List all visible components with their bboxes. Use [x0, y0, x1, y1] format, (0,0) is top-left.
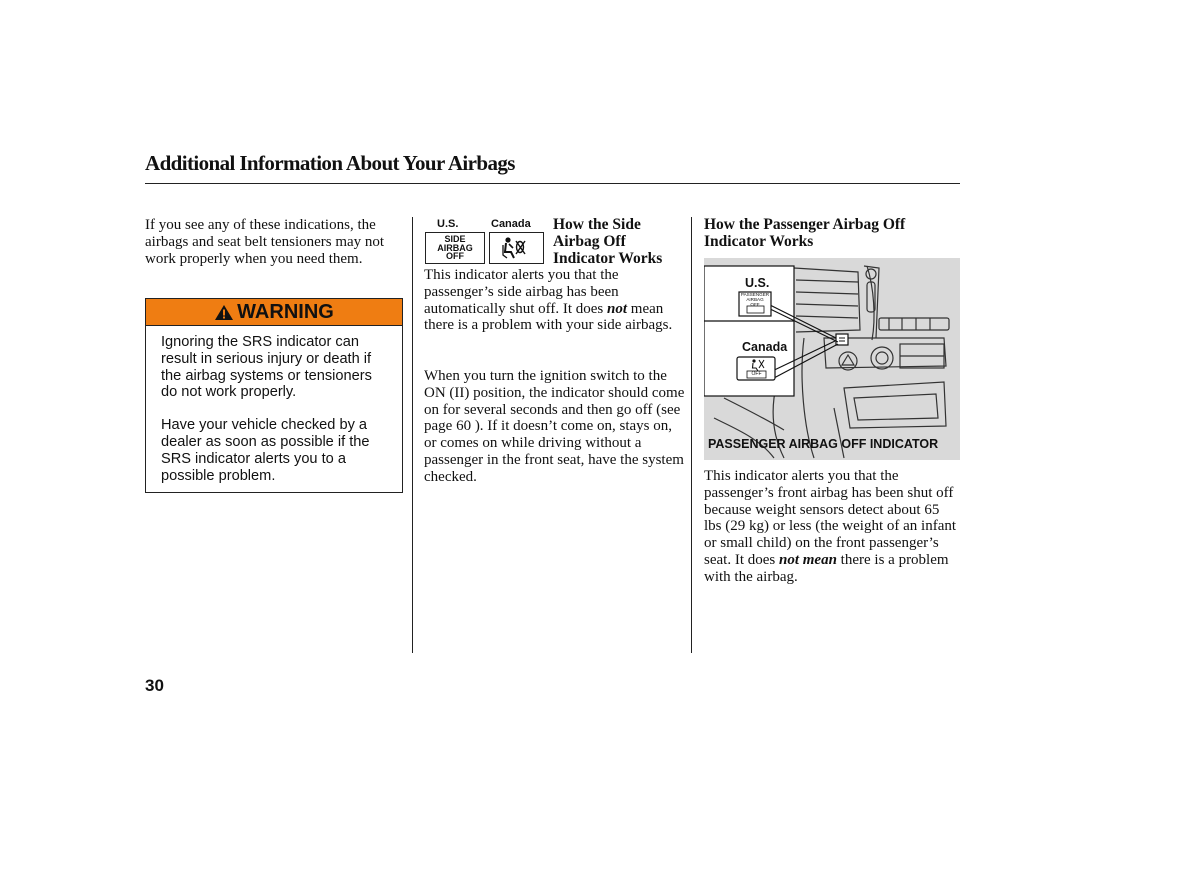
- passenger-para-text-a: This indicator alerts you that the passenger’s front airbag has been shut off because weight sensors detect about 65 lbs (29 kg) or less (the weight of an infant or small child) on the front passenger’s seat. It does: [704, 468, 957, 568]
- us-label: U.S.: [437, 218, 459, 230]
- figure-us-indicator-line-2: AIRBAG: [746, 296, 764, 302]
- seated-person-airbag-off-icon: [490, 233, 542, 262]
- figure-canada-label: Canada: [742, 340, 788, 354]
- page-number: 30: [145, 676, 164, 695]
- warning-label: WARNING: [237, 300, 334, 323]
- side-heading-line-1: How the Side: [553, 216, 641, 233]
- side-airbag-off-us-indicator: [425, 232, 485, 264]
- figure-us-indicator-text: [739, 293, 771, 308]
- side-indicator-line-2: AIRBAG: [437, 242, 473, 253]
- page-title: Additional Information About Your Airbags: [145, 151, 515, 175]
- dashboard-illustration: [704, 258, 960, 460]
- passenger-airbag-paragraph: [704, 468, 960, 586]
- side-para1-emphasis: not: [607, 300, 628, 317]
- side-airbag-paragraph-2: When you turn the ignition switch to the ON (II) position, the indicator should come on for several seconds and then go off (see page 60 ). If it doesn’t come on, stays on, or comes on while driving without a passenger in the front seat, have the system checked.: [424, 368, 685, 485]
- figure-canada-indicator-text: OFF: [751, 371, 762, 377]
- warning-header: [146, 299, 402, 326]
- figure-caption: PASSENGER AIRBAG OFF INDICATOR: [708, 437, 939, 451]
- side-airbag-off-canada-indicator: [489, 232, 544, 264]
- passenger-airbag-heading: How the Passenger Airbag Off Indicator Works: [704, 216, 906, 250]
- side-indicator-line-3: OFF: [446, 251, 464, 262]
- intro-paragraph: If you see any of these indications, the airbags and seat belt tensioners may not work properly when you need them.: [145, 217, 385, 267]
- title-rule: [145, 183, 960, 184]
- column-divider-2: [691, 217, 692, 653]
- column-divider-1: [412, 217, 413, 653]
- passenger-para-text-b: there is a problem with the airbag.: [704, 551, 949, 585]
- side-heading-line-2: Airbag Off: [553, 232, 626, 250]
- passenger-airbag-figure: [704, 258, 960, 460]
- side-airbag-paragraph-1: [424, 267, 686, 334]
- warning-triangle-icon: [214, 304, 234, 321]
- warning-box: [145, 298, 403, 493]
- warning-paragraph-1: Ignoring the SRS indicator can result in serious injury or death if the airbag systems or tensioners do not work properly.: [161, 334, 372, 401]
- side-indicator-line-1: SIDE: [444, 234, 466, 245]
- side-heading-line-3: Indicator Works: [553, 249, 663, 267]
- canada-label: Canada: [491, 218, 531, 230]
- figure-us-label: U.S.: [745, 276, 770, 290]
- figure-us-indicator-line-3: OFF: [750, 302, 760, 308]
- figure-us-indicator-line-1: PASSENGER: [740, 292, 770, 297]
- passenger-para-emphasis: not mean: [778, 551, 837, 568]
- side-para1-text-a: This indicator alerts you that the passenger’s side airbag has been automatically shut off. It does: [424, 267, 619, 317]
- warning-paragraph-2: Have your vehicle checked by a dealer as soon as possible if the SRS indicator alerts you to a possible problem.: [161, 417, 370, 484]
- side-airbag-heading: [553, 217, 693, 267]
- side-para1-text-b: mean there is a problem with your side airbags.: [424, 300, 673, 334]
